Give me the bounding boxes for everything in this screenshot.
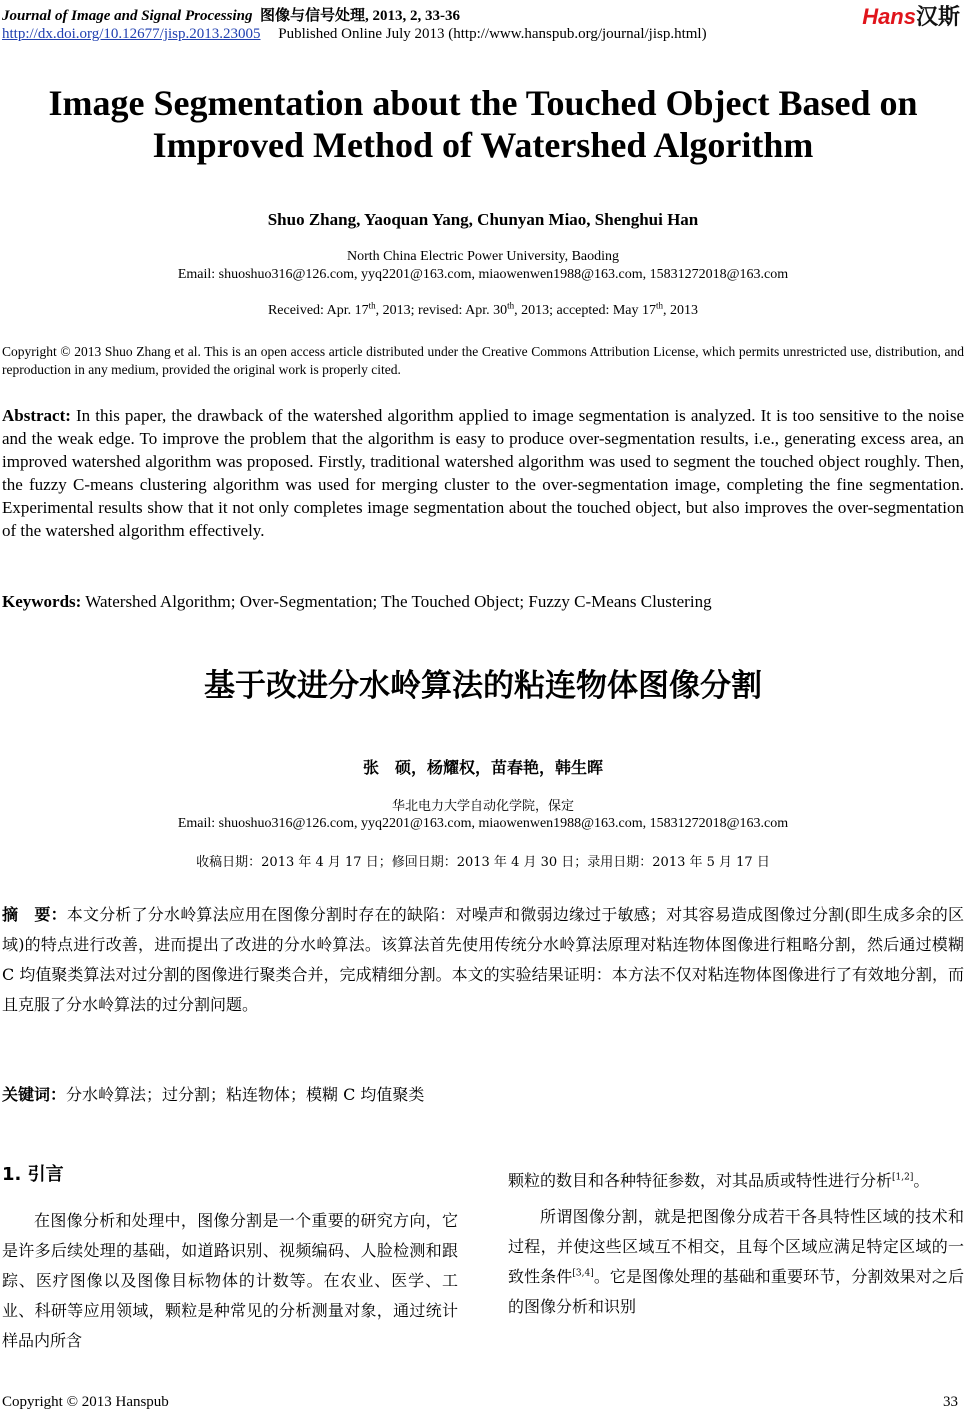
intro-paragraph-2 xyxy=(508,1202,964,1322)
accepted-sup: th xyxy=(656,300,664,311)
received-text: Received: Apr. 17 xyxy=(267,303,369,318)
column-right xyxy=(508,1166,964,1322)
citation-3-4[interactable]: [3,4] xyxy=(572,1268,594,1279)
revised-text: , 2013; revised: Apr. 30 xyxy=(375,303,508,318)
page-number: 33 xyxy=(943,1394,958,1410)
affiliation-en: North China Electric Power University, Baoding xyxy=(346,249,620,264)
intro-paragraph-2-text-b: 。它是图像处理的基础和重要环节，分割效果对之后的图像分析和识别 xyxy=(508,1267,964,1316)
authors-en: Shuo Zhang, Yaoquan Yang, Chunyan Miao, Shenghui Han xyxy=(267,210,699,229)
abstract-cn-text: 本文分析了分水岭算法应用在图像分割时存在的缺陷：对噪声和微弱边缘过于敏感；对其容易造成图像过分割(即生成多余的区域)的特点进行改善，进而提出了改进的分水岭算法。该算法首先使用传统分水岭算法原理对粘连物体图像进行粗略分割，然后通过模糊 C 均值聚类算法对过分割的图像进行聚类合并，完成精细分割。本文的实验结果证明：本方法不仅对粘连物体图像进行了有效地分割，而且克服了分水岭算法的过分割问题。 xyxy=(2,905,964,1014)
title-en xyxy=(0,82,966,166)
authors-cn: 张 硕，杨耀权，苗春艳，韩生晖 xyxy=(362,758,603,777)
journal-header xyxy=(2,4,460,25)
intro-paragraph-1-end: 。 xyxy=(913,1171,930,1190)
accepted-text: , 2013; accepted: May 17 xyxy=(514,303,657,318)
intro-paragraph-1-cont xyxy=(508,1166,964,1196)
keywords-cn xyxy=(2,1080,964,1110)
year-text: , 2013 xyxy=(663,303,699,318)
keywords-en-text: Watershed Algorithm; Over-Segmentation; The Touched Object; Fuzzy C-Means Clustering xyxy=(85,592,712,611)
published-online: Published Online July 2013 (http://www.hanspub.org/journal/jisp.html) xyxy=(278,26,707,42)
citation-1-2[interactable]: [1,2] xyxy=(892,1172,914,1183)
abstract-en xyxy=(2,404,964,542)
hans-logo xyxy=(862,0,960,31)
abstract-cn-label: 摘 要： xyxy=(2,905,67,924)
column-left xyxy=(2,1206,458,1356)
received-dates xyxy=(0,300,966,319)
title-en-line1: Image Segmentation about the Touched Object Based on xyxy=(48,83,918,123)
abstract-cn xyxy=(2,900,964,1020)
section-1-heading: 1. 引言 xyxy=(2,1164,64,1185)
logo-latin: Hans xyxy=(862,4,916,29)
intro-paragraph-1: 在图像分析和处理中，图像分割是一个重要的研究方向，它是许多后续处理的基础，如道路识别、视频编码、人脸检测和跟踪、医疗图像以及图像目标物体的计数等。在农业、医学、工业、科研等应用领域，颗粒是种常见的分析测量对象，通过统计样品内所含 xyxy=(2,1211,458,1350)
email-cn: Email: shuoshuo316@126.com, yyq2201@163.com, miaowenwen1988@163.com, 15831272018@163.com xyxy=(177,816,789,831)
title-cn: 基于改进分水岭算法的粘连物体图像分割 xyxy=(204,668,762,704)
copyright-note: Copyright © 2013 Shuo Zhang et al. This is an open access article distributed under the Creative Commons Attribution License, which permits unrestricted use, distribution, and reproduction in any medium, provided the original work is properly cited. xyxy=(2,344,964,377)
journal-name-en: Journal of Image and Signal Processing xyxy=(2,8,253,24)
revised-sup: th xyxy=(507,300,515,311)
intro-paragraph-1-cont-text: 颗粒的数目和各种特征参数，对其品质或特性进行分析 xyxy=(508,1171,893,1190)
journal-name-cn: 图像与信号处理 xyxy=(259,8,365,24)
affiliation-cn: 华北电力大学自动化学院，保定 xyxy=(391,799,574,814)
email-en: Email: shuoshuo316@126.com, yyq2201@163.com, miaowenwen1988@163.com, 15831272018@163.com xyxy=(177,267,789,282)
keywords-cn-label: 关键词： xyxy=(2,1085,67,1104)
received-sup: th xyxy=(368,300,376,311)
keywords-en-label: Keywords: xyxy=(2,592,82,611)
intro-paragraph-2-text-a: 所谓图像分割，就是把图像分成若干各具特性区域的技术和过程，并使这些区域互不相交，且每个区域应满足特定区域的一致性条件 xyxy=(508,1207,964,1286)
abstract-en-text: In this paper, the drawback of the watershed algorithm applied to image segmentation is analyzed. It is too sensitive to the noise and the weak edge. To improve the problem that the algorithm is easy to produce over-segmentation results, i.e., generating excess area, an improved watershed algorithm was proposed. Firstly, traditional watershed algorithm was used to segment the touched object roughly. Then, the fuzzy C-means clustering algorithm was used for merging cluster to the over-segmentation image, completing the fine segmentation. Experimental results show that it not only completes image segmentation about the touched object, but also improves the over-segmentation of the watershed algorithm effectively. xyxy=(2,406,964,540)
logo-cn: 汉斯 xyxy=(915,4,960,29)
keywords-en xyxy=(2,590,964,613)
footer-copyright: Copyright © 2013 Hanspub xyxy=(2,1394,169,1410)
abstract-en-label: Abstract: xyxy=(2,406,71,425)
dates-cn: 收稿日期：2013 年 4 月 17 日；修回日期：2013 年 4 月 30 日；录用日期：2013 年 5 月 17 日 xyxy=(196,855,770,870)
doi-line xyxy=(2,26,707,43)
journal-volume: , 2013, 2, 33-36 xyxy=(364,8,460,24)
title-en-line2: Improved Method of Watershed Algorithm xyxy=(152,125,814,165)
doi-link[interactable]: http://dx.doi.org/10.12677/jisp.2013.23005 xyxy=(2,26,261,42)
keywords-cn-text: 分水岭算法；过分割；粘连物体；模糊 C 均值聚类 xyxy=(66,1085,425,1104)
